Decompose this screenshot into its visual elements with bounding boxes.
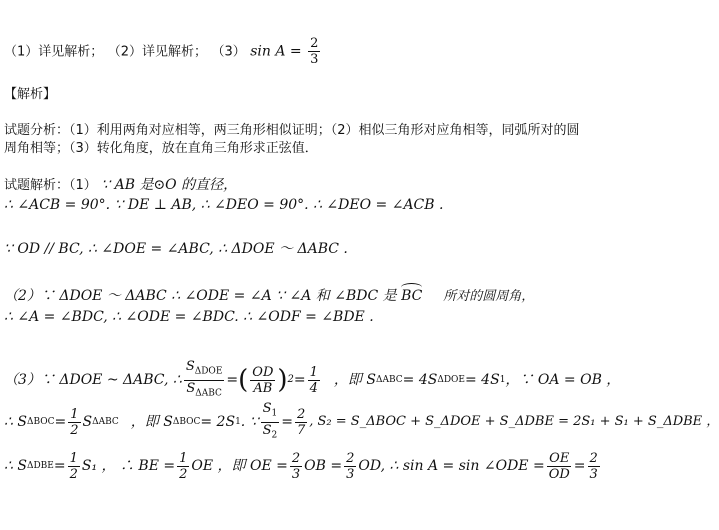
s4-r-den: S <box>262 422 272 438</box>
s4-frac-27 <box>295 407 307 438</box>
answer-fraction <box>308 36 320 67</box>
s3-tail-sub2: ΔDOE <box>437 375 465 385</box>
s5-frac5 <box>547 451 572 482</box>
solution-line-5: ∴ ∠A = ∠BDC, ∴ ∠ODE = ∠BDC. ∴ ∠ODF = ∠BDE . <box>4 309 374 325</box>
solution-s1a: ∵ AB 是⊙O 的直径， <box>101 177 238 193</box>
s5-frac1 <box>68 451 80 482</box>
s4-r-fn: 2 <box>296 406 306 422</box>
s4-eq: = <box>54 414 67 430</box>
s5-fd: 2 <box>69 466 78 482</box>
s4-head: ∴ S <box>4 414 27 430</box>
solution-line-3: ∵ OD // BC, ∴ ∠DOE = ∠ABC, ∴ ΔDOE ～ ΔABC . <box>4 241 348 257</box>
s4-sub2: ΔABC <box>92 417 119 427</box>
solution-line-8 <box>4 448 602 484</box>
s4-r-den-sub: 2 <box>271 430 278 441</box>
s5-f4d: 3 <box>346 466 355 482</box>
s5-frac6 <box>588 451 600 482</box>
s3-tail-mid: = 4S <box>402 372 438 388</box>
s4-rest: , S₂ = S_ΔBOC + S_ΔDOE + S_ΔDBE = 2S₁ + S₁ + S_ΔDBE ， <box>309 414 719 429</box>
solution-s2a-end: 所对的圆周角， <box>443 289 535 304</box>
answer-part3: （3） <box>211 44 246 60</box>
s3-tail: ，即 S <box>333 372 376 388</box>
solution-s2a: （2）∵ ΔDOE ～ ΔABC ∴ ∠ODE = ∠A ∵ ∠A 和 ∠BDC 是 <box>4 288 397 304</box>
s4-sub1: ΔBOC <box>26 417 55 427</box>
answer-part1: （1）详见解析； <box>4 44 104 60</box>
solution-line-6: （3）∵ ΔDOE ~ ΔABC, ∴ $\frac{S_{\Delta DOE}}{S_{\Delta ABC}}$ = ( $\frac{OD}{AB}$ ) 2 = $\frac{1}{4}$ ，即 S ΔABC = 4S ΔDOE = 4S 1 ，∵ OA = OB ， <box>4 360 620 400</box>
s4-r-fd: 7 <box>296 422 306 438</box>
s5-eq2: = <box>573 458 586 474</box>
s3-frac3 <box>308 365 320 396</box>
s3-tail-sub3: 1 <box>499 375 506 385</box>
s4-frac-ratio <box>261 401 280 443</box>
s4-mid: ，即 S <box>130 414 173 430</box>
solution-line-2: ∴ ∠ACB = 90°. ∵ DE ⊥ AB, ∴ ∠DEO = 90°. ∴ ∠DEO = ∠ACB . <box>4 197 444 213</box>
solution-line-4 <box>4 287 534 306</box>
s5-eq: = <box>53 458 66 474</box>
s5-sub1: ΔDBE <box>26 461 54 471</box>
s3-frac1 <box>184 359 225 401</box>
s5-f4n: 2 <box>346 450 355 466</box>
s5-head: ∴ S <box>4 458 27 474</box>
solution-line-7 <box>4 400 719 441</box>
s5-ob: OB = <box>304 458 343 474</box>
s3-f2-num: OD <box>252 364 274 380</box>
s5-f2d: 2 <box>179 466 188 482</box>
s5-s1: S₁ ， ∴ BE = <box>81 458 176 474</box>
s5-fn: 1 <box>69 450 78 466</box>
s3-eq1: = <box>226 372 239 388</box>
s5-oe: OE ，即 OE = <box>191 458 288 474</box>
s3-eq2: = <box>293 372 306 388</box>
answer-part2: （2）详见解析； <box>107 44 208 60</box>
s4-fn: 1 <box>70 406 79 422</box>
answer-sin: sin A = <box>250 43 302 60</box>
s4-sub3: ΔBOC <box>172 417 201 427</box>
s4-frac1 <box>68 407 80 438</box>
arc-bc: BC <box>401 288 423 304</box>
analysis-line-2: 周角相等；（3）转化角度，放在直角三角形求正弦值． <box>4 141 318 156</box>
s4-r-eq: = <box>281 414 293 430</box>
s3-frac2 <box>250 365 275 396</box>
s4-mid2: = 2S <box>200 414 236 430</box>
s4-s: S <box>82 414 93 430</box>
s5-f5n: OE <box>549 450 570 466</box>
answer-num: 2 <box>310 36 319 51</box>
s3-f1-den: S <box>186 380 196 396</box>
s3-f2-den: AB <box>253 380 273 396</box>
s3-f3-num: 1 <box>309 364 318 380</box>
analysis-line-1: 试题分析：（1）利用两角对应相等，两三角形相似证明；（2）相似三角形对应角相等，同弧所对的圆 <box>4 123 580 138</box>
s5-f5d: OD <box>548 466 570 482</box>
s3-f3-den: 4 <box>309 380 318 396</box>
s4-r-num: S <box>262 400 272 416</box>
s5-od: OD, ∴ sin A = sin ∠ODE = <box>358 458 545 474</box>
s5-f2n: 1 <box>179 450 188 466</box>
s5-frac3 <box>290 451 302 482</box>
s3-f1-num-sub: ΔDOE <box>194 366 223 377</box>
s4-because: . ∵ <box>240 414 259 430</box>
s3-f1-den-sub: ΔABC <box>195 388 222 399</box>
s4-r-num-sub: 1 <box>271 408 278 419</box>
s4-fd: 2 <box>70 422 79 438</box>
solution-line-1 <box>4 176 237 195</box>
s3-head: （3）∵ ΔDOE ~ ΔABC, ∴ <box>4 372 182 388</box>
s5-f3d: 3 <box>291 466 301 482</box>
s5-frac2 <box>177 451 189 482</box>
s3-exp: 2 <box>287 374 294 385</box>
s4-sub4: 1 <box>235 417 241 427</box>
s3-tail-oa: ，∵ OA = OB ， <box>505 372 621 388</box>
s5-f6n: 2 <box>589 450 598 466</box>
answer-den: 3 <box>310 52 319 67</box>
s3-tail-end: = 4S <box>465 372 500 388</box>
section-heading: 【解析】 <box>4 87 57 102</box>
solution-intro: 试题解析：（1） <box>4 178 97 193</box>
s5-f3n: 2 <box>291 450 301 466</box>
s3-tail-sub1: ΔABC <box>375 375 403 385</box>
s3-f1-num: S <box>185 358 195 374</box>
s5-frac4 <box>344 451 356 482</box>
s5-f6d: 3 <box>589 466 598 482</box>
answer-line <box>4 36 322 67</box>
